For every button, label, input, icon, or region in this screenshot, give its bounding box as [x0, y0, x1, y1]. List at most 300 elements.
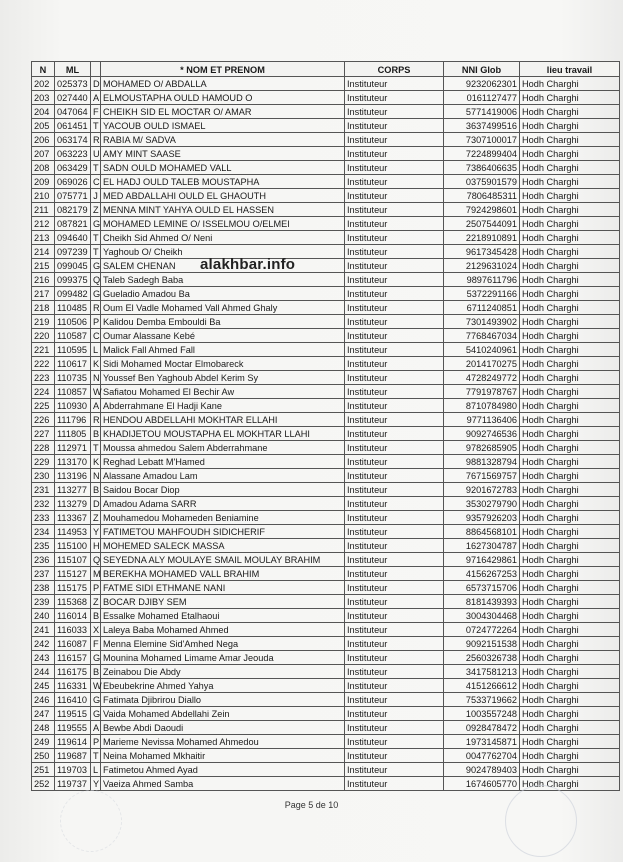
work-location-cell: Hodh Charghi	[520, 91, 620, 105]
nni-number-cell: 9716429861	[444, 553, 520, 567]
ml-code-cell: 110485	[55, 301, 91, 315]
key-letter-cell: Z	[91, 595, 101, 609]
ml-code-cell: 114953	[55, 525, 91, 539]
row-number-cell: 228	[32, 441, 55, 455]
work-location-cell: Hodh Charghi	[520, 427, 620, 441]
ml-code-cell: 061451	[55, 119, 91, 133]
key-letter-cell: T	[91, 245, 101, 259]
row-number-cell: 207	[32, 147, 55, 161]
row-number-cell: 241	[32, 623, 55, 637]
row-number-cell: 218	[32, 301, 55, 315]
ml-code-cell: 115107	[55, 553, 91, 567]
key-letter-cell: B	[91, 427, 101, 441]
work-location-cell: Hodh Charghi	[520, 511, 620, 525]
work-location-cell: Hodh Charghi	[520, 441, 620, 455]
ml-code-cell: 116033	[55, 623, 91, 637]
key-letter-cell: T	[91, 119, 101, 133]
table-row	[32, 679, 620, 693]
nni-number-cell: 0161127477	[444, 91, 520, 105]
work-location-cell: Hodh Charghi	[520, 735, 620, 749]
corps-cell: Instituteur	[345, 217, 444, 231]
table-row	[32, 525, 620, 539]
nni-number-cell: 9092151538	[444, 637, 520, 651]
corps-cell: Instituteur	[345, 637, 444, 651]
ml-code-cell: 063429	[55, 161, 91, 175]
table-row	[32, 259, 620, 273]
ml-code-cell: 116157	[55, 651, 91, 665]
corps-cell: Instituteur	[345, 77, 444, 91]
ml-code-cell: 110506	[55, 315, 91, 329]
ml-code-cell: 113196	[55, 469, 91, 483]
full-name-cell: Kalidou Demba Embouldi Ba	[101, 315, 345, 329]
row-number-cell: 247	[32, 707, 55, 721]
nni-number-cell: 2129631024	[444, 259, 520, 273]
corps-cell: Instituteur	[345, 105, 444, 119]
ml-code-cell: 110930	[55, 399, 91, 413]
table-header-row	[32, 62, 620, 77]
table-row	[32, 581, 620, 595]
nni-number-cell: 9617345428	[444, 245, 520, 259]
work-location-cell: Hodh Charghi	[520, 77, 620, 91]
corps-cell: Instituteur	[345, 777, 444, 791]
table-body	[32, 77, 620, 791]
corps-cell: Instituteur	[345, 203, 444, 217]
ml-code-cell: 115127	[55, 567, 91, 581]
nni-number-cell: 7533719662	[444, 693, 520, 707]
nni-number-cell: 9201672783	[444, 483, 520, 497]
corps-cell: Instituteur	[345, 665, 444, 679]
full-name-cell: Essalke Mohamed Etalhaoui	[101, 609, 345, 623]
full-name-cell: Marieme Nevissa Mohamed Ahmedou	[101, 735, 345, 749]
full-name-cell: SADN OULD MOHAMED VALL	[101, 161, 345, 175]
key-letter-cell: Q	[91, 553, 101, 567]
table-row	[32, 749, 620, 763]
row-number-cell: 238	[32, 581, 55, 595]
nni-number-cell: 7301493902	[444, 315, 520, 329]
nni-number-cell: 8710784980	[444, 399, 520, 413]
nni-number-cell: 6711240851	[444, 301, 520, 315]
row-number-cell: 208	[32, 161, 55, 175]
full-name-cell: KHADIJETOU MOUSTAPHA EL MOKHTAR LLAHI	[101, 427, 345, 441]
full-name-cell: MOHEMED SALECK MASSA	[101, 539, 345, 553]
work-location-cell: Hodh Charghi	[520, 301, 620, 315]
row-number-cell: 224	[32, 385, 55, 399]
nni-number-cell: 3637499516	[444, 119, 520, 133]
ml-code-cell: 113367	[55, 511, 91, 525]
nni-number-cell: 0047762704	[444, 749, 520, 763]
nni-number-cell: 4151266612	[444, 679, 520, 693]
key-letter-cell: A	[91, 721, 101, 735]
table-row	[32, 623, 620, 637]
table-row	[32, 441, 620, 455]
work-location-cell: Hodh Charghi	[520, 371, 620, 385]
corps-cell: Instituteur	[345, 735, 444, 749]
work-location-cell: Hodh Charghi	[520, 651, 620, 665]
work-location-cell: Hodh Charghi	[520, 749, 620, 763]
key-letter-cell: A	[91, 399, 101, 413]
ml-code-cell: 112971	[55, 441, 91, 455]
row-number-cell: 221	[32, 343, 55, 357]
full-name-cell: Saidou Bocar Diop	[101, 483, 345, 497]
table-row	[32, 245, 620, 259]
table-row	[32, 539, 620, 553]
corps-cell: Instituteur	[345, 455, 444, 469]
key-letter-cell: G	[91, 651, 101, 665]
nni-number-cell: 9357926203	[444, 511, 520, 525]
work-location-cell: Hodh Charghi	[520, 525, 620, 539]
header-n: N	[32, 62, 55, 77]
full-name-cell: BEREKHA MOHAMED VALL BRAHIM	[101, 567, 345, 581]
key-letter-cell: G	[91, 287, 101, 301]
corps-cell: Instituteur	[345, 567, 444, 581]
row-number-cell: 204	[32, 105, 55, 119]
table-row	[32, 399, 620, 413]
nni-number-cell: 5410240961	[444, 343, 520, 357]
ml-code-cell: 110735	[55, 371, 91, 385]
key-letter-cell: T	[91, 161, 101, 175]
row-number-cell: 205	[32, 119, 55, 133]
full-name-cell: Sidi Mohamed Moctar Elmobareck	[101, 357, 345, 371]
key-letter-cell: T	[91, 749, 101, 763]
row-number-cell: 220	[32, 329, 55, 343]
key-letter-cell: A	[91, 91, 101, 105]
full-name-cell: CHEIKH SID EL MOCTAR O/ AMAR	[101, 105, 345, 119]
corps-cell: Instituteur	[345, 469, 444, 483]
work-location-cell: Hodh Charghi	[520, 763, 620, 777]
row-number-cell: 217	[32, 287, 55, 301]
work-location-cell: Hodh Charghi	[520, 147, 620, 161]
key-letter-cell: Z	[91, 203, 101, 217]
nni-number-cell: 7386406635	[444, 161, 520, 175]
ml-code-cell: 047064	[55, 105, 91, 119]
key-letter-cell: Q	[91, 273, 101, 287]
ml-code-cell: 087821	[55, 217, 91, 231]
full-name-cell: Zeinabou Die Abdy	[101, 665, 345, 679]
site-watermark: alakhbar.info	[200, 256, 296, 273]
key-letter-cell: W	[91, 385, 101, 399]
nni-number-cell: 9782685905	[444, 441, 520, 455]
corps-cell: Instituteur	[345, 539, 444, 553]
corps-cell: Instituteur	[345, 749, 444, 763]
table-row	[32, 175, 620, 189]
ml-code-cell: 094640	[55, 231, 91, 245]
row-number-cell: 206	[32, 133, 55, 147]
key-letter-cell: L	[91, 763, 101, 777]
corps-cell: Instituteur	[345, 609, 444, 623]
row-number-cell: 251	[32, 763, 55, 777]
page-number: Page 5 de 10	[284, 800, 339, 810]
nni-number-cell: 1973145871	[444, 735, 520, 749]
corps-cell: Instituteur	[345, 693, 444, 707]
corps-cell: Instituteur	[345, 357, 444, 371]
ml-code-cell: 116410	[55, 693, 91, 707]
full-name-cell: AMY MINT SAASE	[101, 147, 345, 161]
corps-cell: Instituteur	[345, 497, 444, 511]
nni-number-cell: 4728249772	[444, 371, 520, 385]
full-name-cell: Gueladio Amadou Ba	[101, 287, 345, 301]
key-letter-cell: K	[91, 455, 101, 469]
ml-code-cell: 075771	[55, 189, 91, 203]
ml-code-cell: 111805	[55, 427, 91, 441]
corps-cell: Instituteur	[345, 511, 444, 525]
ml-code-cell: 099482	[55, 287, 91, 301]
row-number-cell: 209	[32, 175, 55, 189]
row-number-cell: 248	[32, 721, 55, 735]
corps-cell: Instituteur	[345, 91, 444, 105]
work-location-cell: Hodh Charghi	[520, 105, 620, 119]
work-location-cell: Hodh Charghi	[520, 343, 620, 357]
corps-cell: Instituteur	[345, 413, 444, 427]
table-row	[32, 763, 620, 777]
nni-number-cell: 0724772264	[444, 623, 520, 637]
key-letter-cell: Y	[91, 525, 101, 539]
corps-cell: Instituteur	[345, 273, 444, 287]
full-name-cell: Safiatou Mohamed El Bechir Aw	[101, 385, 345, 399]
table-row	[32, 189, 620, 203]
row-number-cell: 236	[32, 553, 55, 567]
table-row	[32, 735, 620, 749]
key-letter-cell: R	[91, 301, 101, 315]
key-letter-cell: F	[91, 105, 101, 119]
header-ml: ML	[55, 62, 91, 77]
full-name-cell: Fatimetou Ahmed Ayad	[101, 763, 345, 777]
full-name-cell: Vaeiza Ahmed Samba	[101, 777, 345, 791]
corps-cell: Instituteur	[345, 707, 444, 721]
key-letter-cell: U	[91, 147, 101, 161]
table-row	[32, 427, 620, 441]
row-number-cell: 216	[32, 273, 55, 287]
table-row	[32, 77, 620, 91]
corps-cell: Instituteur	[345, 427, 444, 441]
corps-cell: Instituteur	[345, 581, 444, 595]
ml-code-cell: 119614	[55, 735, 91, 749]
corps-cell: Instituteur	[345, 175, 444, 189]
header-key	[91, 62, 101, 77]
row-number-cell: 203	[32, 91, 55, 105]
work-location-cell: Hodh Charghi	[520, 329, 620, 343]
nni-number-cell: 7806485311	[444, 189, 520, 203]
work-location-cell: Hodh Charghi	[520, 245, 620, 259]
work-location-cell: Hodh Charghi	[520, 133, 620, 147]
ml-code-cell: 116331	[55, 679, 91, 693]
work-location-cell: Hodh Charghi	[520, 581, 620, 595]
work-location-cell: Hodh Charghi	[520, 483, 620, 497]
row-number-cell: 212	[32, 217, 55, 231]
table-row	[32, 301, 620, 315]
key-letter-cell: P	[91, 735, 101, 749]
corps-cell: Instituteur	[345, 259, 444, 273]
corps-cell: Instituteur	[345, 315, 444, 329]
work-location-cell: Hodh Charghi	[520, 315, 620, 329]
header-corps: CORPS	[345, 62, 444, 77]
work-location-cell: Hodh Charghi	[520, 469, 620, 483]
row-number-cell: 231	[32, 483, 55, 497]
work-location-cell: Hodh Charghi	[520, 567, 620, 581]
work-location-cell: Hodh Charghi	[520, 693, 620, 707]
key-letter-cell: B	[91, 609, 101, 623]
nni-number-cell: 3530279790	[444, 497, 520, 511]
key-letter-cell: P	[91, 581, 101, 595]
table-row	[32, 343, 620, 357]
full-name-cell: Moussa ahmedou Salem Abderrahmane	[101, 441, 345, 455]
full-name-cell: MED ABDALLAHI OULD EL GHAOUTH	[101, 189, 345, 203]
row-number-cell: 240	[32, 609, 55, 623]
ml-code-cell: 111796	[55, 413, 91, 427]
table-row	[32, 469, 620, 483]
table-row	[32, 147, 620, 161]
table-row	[32, 609, 620, 623]
ml-code-cell: 110857	[55, 385, 91, 399]
table-row	[32, 273, 620, 287]
row-number-cell: 245	[32, 679, 55, 693]
table-row	[32, 413, 620, 427]
work-location-cell: Hodh Charghi	[520, 273, 620, 287]
corps-cell: Instituteur	[345, 553, 444, 567]
row-number-cell: 226	[32, 413, 55, 427]
header-nni: NNI Glob	[444, 62, 520, 77]
work-location-cell: Hodh Charghi	[520, 609, 620, 623]
key-letter-cell: X	[91, 623, 101, 637]
ml-code-cell: 063223	[55, 147, 91, 161]
row-number-cell: 235	[32, 539, 55, 553]
nni-number-cell: 0375901579	[444, 175, 520, 189]
key-letter-cell: D	[91, 497, 101, 511]
nni-number-cell: 2560326738	[444, 651, 520, 665]
ml-code-cell: 119687	[55, 749, 91, 763]
table-row	[32, 315, 620, 329]
ml-code-cell: 063174	[55, 133, 91, 147]
full-name-cell: SALEM CHENAN	[101, 259, 345, 273]
work-location-cell: Hodh Charghi	[520, 721, 620, 735]
table-row	[32, 567, 620, 581]
nni-number-cell: 2014170275	[444, 357, 520, 371]
ml-code-cell: 119555	[55, 721, 91, 735]
ml-code-cell: 099375	[55, 273, 91, 287]
full-name-cell: Menna Elemine Sid'Amhed Nega	[101, 637, 345, 651]
row-number-cell: 230	[32, 469, 55, 483]
row-number-cell: 211	[32, 203, 55, 217]
work-location-cell: Hodh Charghi	[520, 413, 620, 427]
table-row	[32, 287, 620, 301]
key-letter-cell: R	[91, 413, 101, 427]
key-letter-cell: K	[91, 357, 101, 371]
nni-number-cell: 7307100017	[444, 133, 520, 147]
full-name-cell: Yaghoub O/ Cheikh	[101, 245, 345, 259]
full-name-cell: Bewbe Abdi Daoudi	[101, 721, 345, 735]
table-row	[32, 357, 620, 371]
corps-cell: Instituteur	[345, 595, 444, 609]
full-name-cell: EL HADJ OULD TALEB MOUSTAPHA	[101, 175, 345, 189]
work-location-cell: Hodh Charghi	[520, 497, 620, 511]
corps-cell: Instituteur	[345, 147, 444, 161]
row-number-cell: 222	[32, 357, 55, 371]
corps-cell: Instituteur	[345, 161, 444, 175]
nni-number-cell: 9232062301	[444, 77, 520, 91]
corps-cell: Instituteur	[345, 385, 444, 399]
work-location-cell: Hodh Charghi	[520, 637, 620, 651]
nni-number-cell: 9881328794	[444, 455, 520, 469]
header-lieu-travail: lieu travail	[520, 62, 620, 77]
key-letter-cell: J	[91, 189, 101, 203]
nni-number-cell: 1627304787	[444, 539, 520, 553]
work-location-cell: Hodh Charghi	[520, 553, 620, 567]
key-letter-cell: G	[91, 693, 101, 707]
corps-cell: Instituteur	[345, 189, 444, 203]
table-row	[32, 329, 620, 343]
row-number-cell: 210	[32, 189, 55, 203]
work-location-cell: Hodh Charghi	[520, 595, 620, 609]
row-number-cell: 244	[32, 665, 55, 679]
work-location-cell: Hodh Charghi	[520, 385, 620, 399]
row-number-cell: 225	[32, 399, 55, 413]
ml-code-cell: 116087	[55, 637, 91, 651]
nni-number-cell: 0928478472	[444, 721, 520, 735]
full-name-cell: Laleya Baba Mohamed Ahmed	[101, 623, 345, 637]
ml-code-cell: 099045	[55, 259, 91, 273]
row-number-cell: 243	[32, 651, 55, 665]
ml-code-cell: 116014	[55, 609, 91, 623]
row-number-cell: 219	[32, 315, 55, 329]
ml-code-cell: 116175	[55, 665, 91, 679]
work-location-cell: Hodh Charghi	[520, 175, 620, 189]
table-row	[32, 693, 620, 707]
nni-number-cell: 2507544091	[444, 217, 520, 231]
ml-code-cell: 115175	[55, 581, 91, 595]
row-number-cell: 233	[32, 511, 55, 525]
table-row	[32, 217, 620, 231]
key-letter-cell: G	[91, 259, 101, 273]
row-number-cell: 252	[32, 777, 55, 791]
work-location-cell: Hodh Charghi	[520, 665, 620, 679]
corps-cell: Instituteur	[345, 133, 444, 147]
ml-code-cell: 069026	[55, 175, 91, 189]
full-name-cell: Taleb Sadegh Baba	[101, 273, 345, 287]
nni-number-cell: 7224899404	[444, 147, 520, 161]
nni-number-cell: 8864568101	[444, 525, 520, 539]
row-number-cell: 213	[32, 231, 55, 245]
nni-number-cell: 5372291166	[444, 287, 520, 301]
full-name-cell: FATIMETOU MAHFOUDH SIDICHERIF	[101, 525, 345, 539]
full-name-cell: Oumar Alassane Kebé	[101, 329, 345, 343]
key-letter-cell: G	[91, 707, 101, 721]
table-row	[32, 651, 620, 665]
row-number-cell: 234	[32, 525, 55, 539]
full-name-cell: Mounina Mohamed Limame Amar Jeouda	[101, 651, 345, 665]
table-row	[32, 511, 620, 525]
ml-code-cell: 110595	[55, 343, 91, 357]
row-number-cell: 246	[32, 693, 55, 707]
table-row	[32, 161, 620, 175]
work-location-cell: Hodh Charghi	[520, 231, 620, 245]
row-number-cell: 239	[32, 595, 55, 609]
work-location-cell: Hodh Charghi	[520, 217, 620, 231]
table-row	[32, 133, 620, 147]
nni-number-cell: 7791978767	[444, 385, 520, 399]
corps-cell: Instituteur	[345, 623, 444, 637]
key-letter-cell: F	[91, 637, 101, 651]
ml-code-cell: 115368	[55, 595, 91, 609]
table-row	[32, 595, 620, 609]
nni-number-cell: 2218910891	[444, 231, 520, 245]
full-name-cell: FATME SIDI ETHMANE NANI	[101, 581, 345, 595]
nni-number-cell: 5771419006	[444, 105, 520, 119]
ml-code-cell: 097239	[55, 245, 91, 259]
work-location-cell: Hodh Charghi	[520, 679, 620, 693]
work-location-cell: Hodh Charghi	[520, 623, 620, 637]
work-location-cell: Hodh Charghi	[520, 539, 620, 553]
teacher-roster-table	[31, 61, 620, 791]
header-name: * NOM ET PRENOM	[101, 62, 345, 77]
